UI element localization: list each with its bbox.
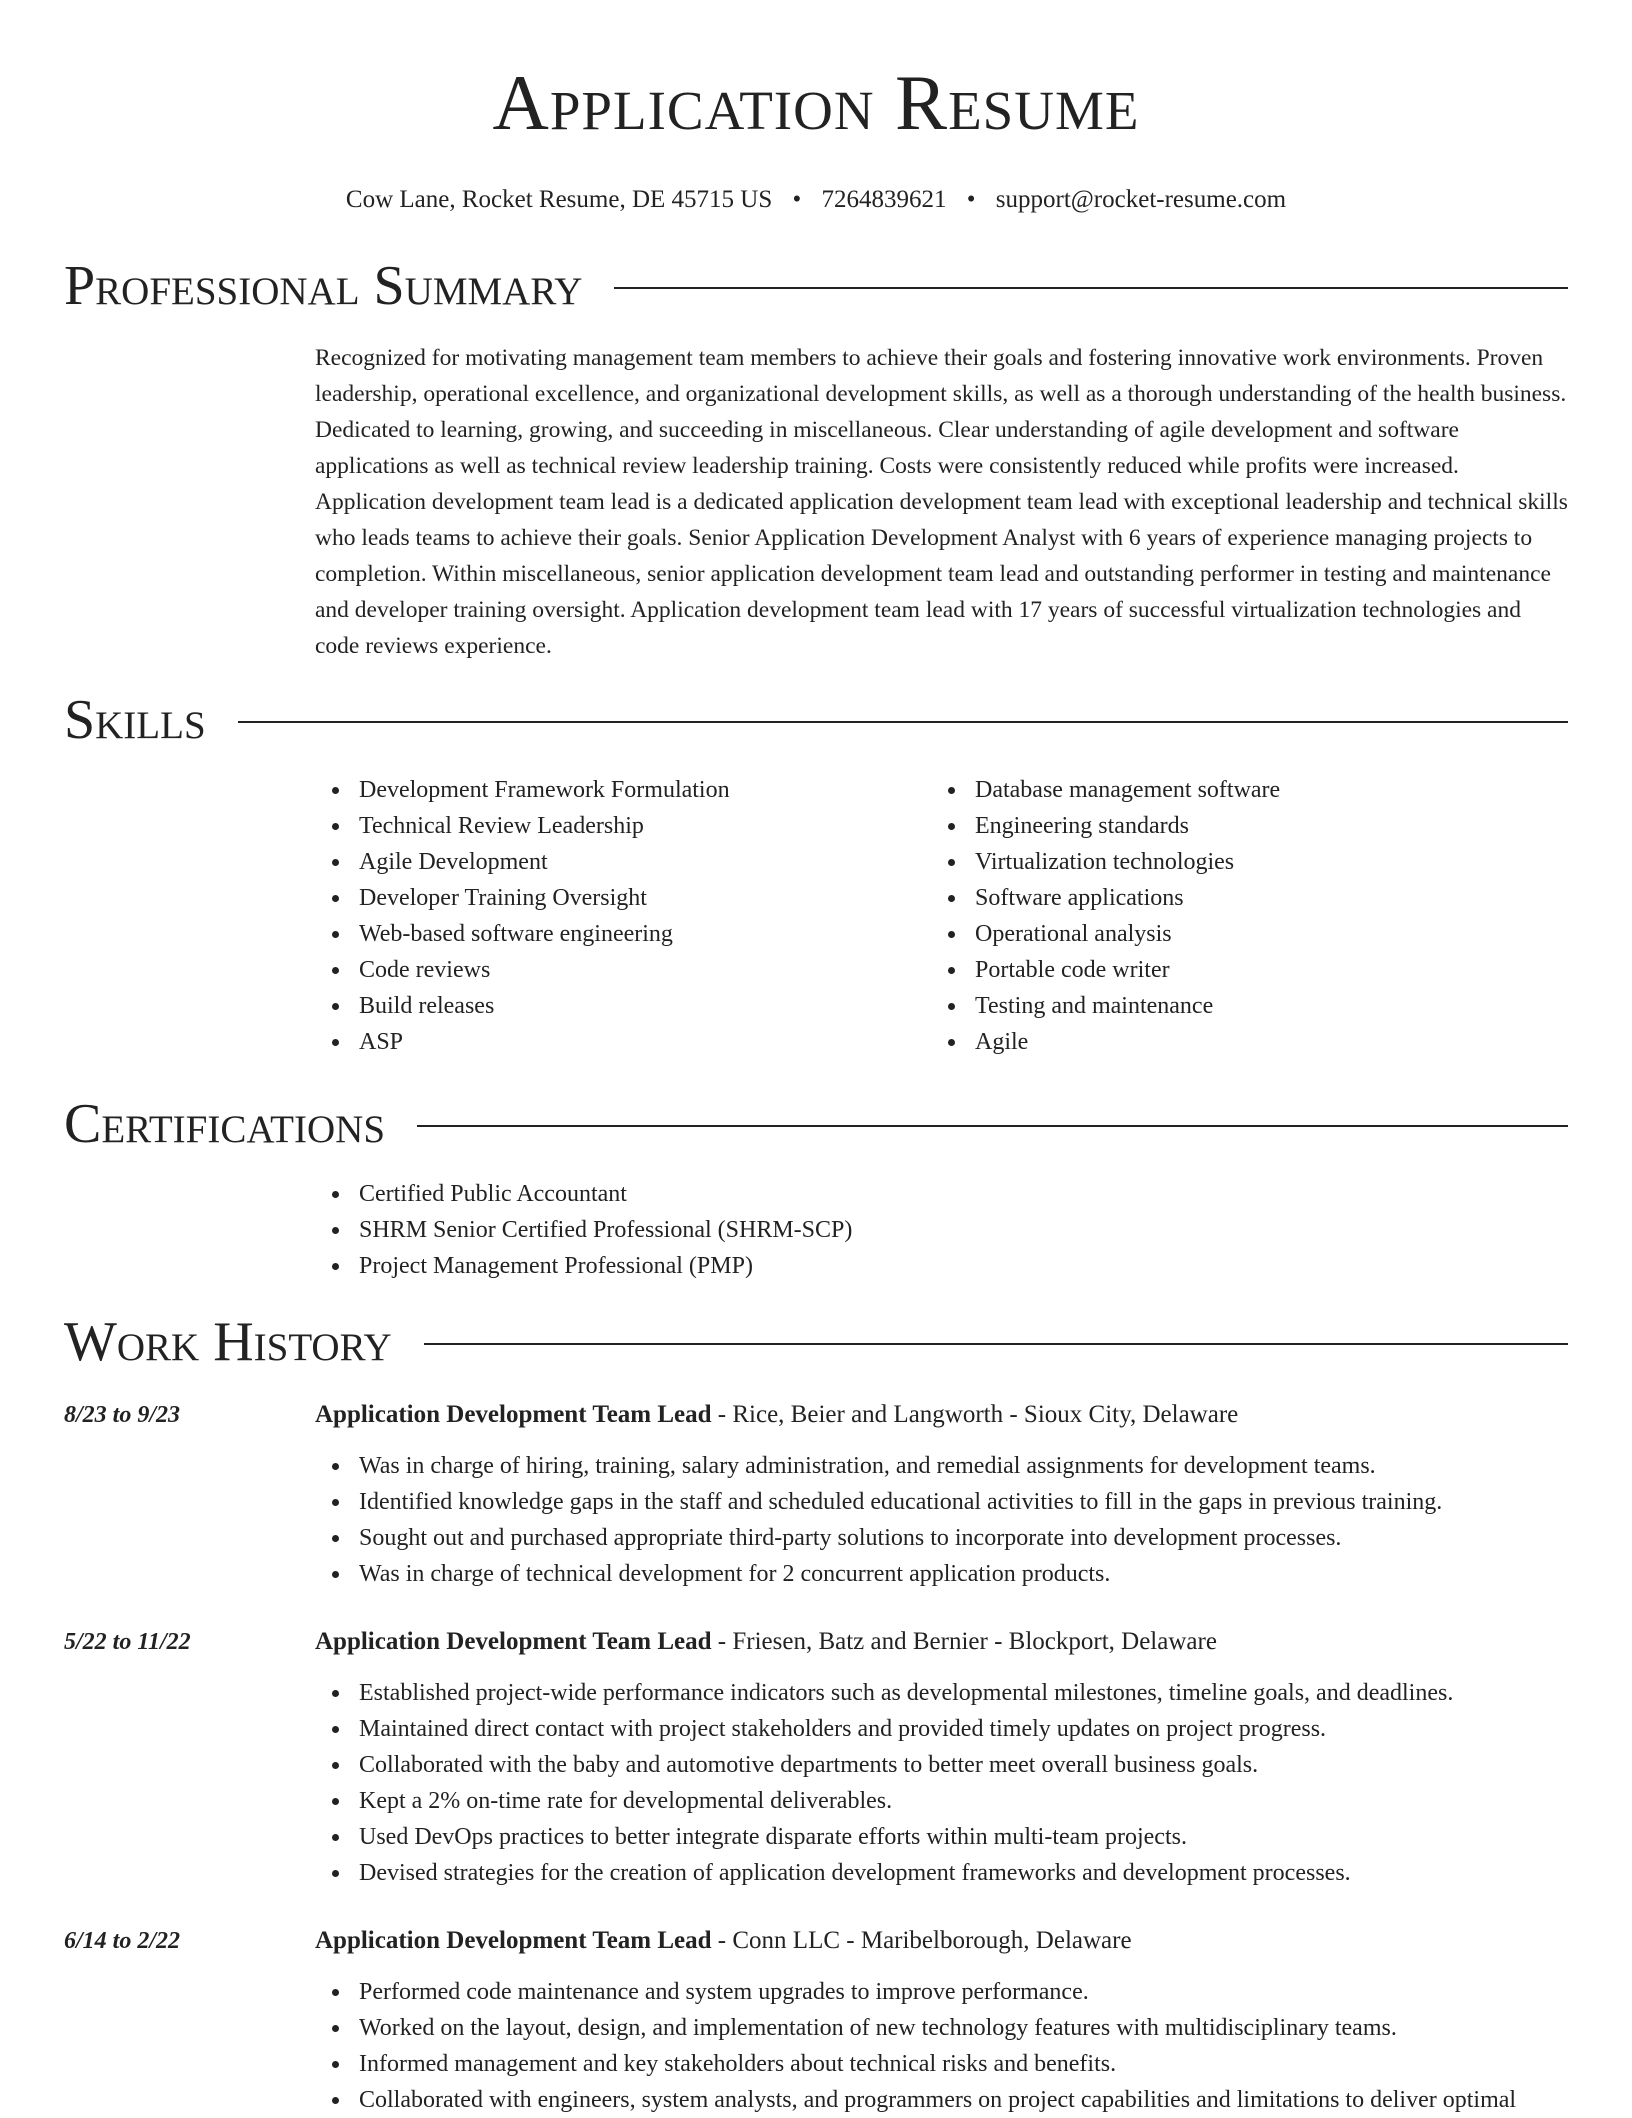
list-item: Operational analysis	[931, 916, 1547, 952]
list-item: Testing and maintenance	[931, 988, 1547, 1024]
job-dates: 6/14 to 2/22	[64, 1928, 181, 1954]
list-item: Identified knowledge gaps in the staff and scheduled educational activities to fill in the gaps in previous training.	[315, 1484, 1568, 1520]
certifications-list	[315, 1176, 1568, 1284]
skills-section-header	[64, 688, 1568, 752]
skills-list-left	[315, 772, 931, 1060]
list-item: Worked on the layout, design, and implementation of new technology features with multidisciplinary teams.	[315, 2010, 1568, 2046]
list-item: Was in charge of hiring, training, salary administration, and remedial assignments for development teams.	[315, 1448, 1568, 1484]
list-item: Software applications	[931, 880, 1547, 916]
job-body	[315, 1924, 1568, 2118]
job-dates: 8/23 to 9/23	[64, 1402, 181, 1428]
list-item: Code reviews	[315, 952, 931, 988]
separator: •	[966, 186, 976, 213]
list-item: Used DevOps practices to better integrate disparate efforts within multi-team projects.	[315, 1819, 1568, 1855]
list-item: Devised strategies for the creation of application development frameworks and development processes.	[315, 1855, 1568, 1891]
list-item: Was in charge of technical development for 2 concurrent application products.	[315, 1556, 1568, 1592]
list-item: Sought out and purchased appropriate third-party solutions to incorporate into development processes.	[315, 1520, 1568, 1556]
section-title-certifications: Certifications	[64, 1093, 386, 1155]
job-bullets	[315, 1448, 1568, 1592]
section-title-skills: Skills	[64, 689, 206, 751]
summary-text: Recognized for motivating management team members to achieve their goals and fostering innovative work environments. Proven leadership, operational excellence, and organizational development skills, as well as a thorough understanding of the health business. Dedicated to learning, growing, and succeeding in miscellaneous. Clear understanding of agile development and software applications as well as technical review leadership training. Costs were consistently reduced while profits were increased. Application development team lead is a dedicated application development team lead with exceptional leadership and technical skills who leads teams to achieve their goals. Senior Application Development Analyst with 6 years of experience managing projects to completion. Within miscellaneous, senior application development team lead and outstanding performer in testing and maintenance and developer training oversight. Application development team lead with 17 years of successful virtualization technologies and code reviews experience.	[315, 345, 1568, 659]
contact-line	[64, 184, 1568, 216]
list-item: Web-based software engineering	[315, 916, 931, 952]
job-dates: 5/22 to 11/22	[64, 1629, 191, 1655]
list-item: Developer Training Oversight	[315, 880, 931, 916]
section-title-summary: Professional Summary	[64, 255, 583, 317]
list-item: Build releases	[315, 988, 931, 1024]
address: Cow Lane, Rocket Resume, DE 45715 US	[345, 186, 773, 213]
certifications-section-header	[64, 1092, 1568, 1156]
job-body	[315, 1398, 1568, 1592]
job-body	[315, 1625, 1568, 1891]
email: support@rocket-resume.com	[995, 186, 1287, 213]
job-entry	[64, 1924, 1568, 2118]
section-title-work-history: Work History	[64, 1311, 392, 1373]
list-item: Established project-wide performance indicators such as developmental milestones, timeline goals, and deadlines.	[315, 1675, 1568, 1711]
list-item: Agile	[931, 1024, 1547, 1060]
list-item: Certified Public Accountant	[315, 1176, 1568, 1212]
job-details: - Friesen, Batz and Bernier - Blockport, Delaware	[711, 1628, 1217, 1655]
job-details: - Rice, Beier and Langworth - Sioux City, Delaware	[711, 1401, 1239, 1428]
list-item: Informed management and key stakeholders about technical risks and benefits.	[315, 2046, 1568, 2082]
list-item: ASP	[315, 1024, 931, 1060]
list-item: Kept a 2% on-time rate for developmental deliverables.	[315, 1783, 1568, 1819]
skills-list-right	[931, 772, 1547, 1060]
section-divider	[417, 1125, 1568, 1127]
section-divider	[238, 721, 1568, 723]
phone: 7264839621	[821, 186, 947, 213]
job-title: Application Development Team Lead	[315, 1401, 712, 1428]
job-entry	[64, 1625, 1568, 1891]
list-item: Collaborated with engineers, system analysts, and programmers on project capabilities and limitations to deliver optimal	[315, 2082, 1568, 2118]
job-title: Application Development Team Lead	[315, 1628, 712, 1655]
list-item: Engineering standards	[931, 808, 1547, 844]
section-divider	[614, 287, 1568, 289]
work-section-header	[64, 1310, 1568, 1374]
list-item: Virtualization technologies	[931, 844, 1547, 880]
job-title: Application Development Team Lead	[315, 1927, 712, 1954]
list-item: Development Framework Formulation	[315, 772, 931, 808]
job-title-line	[315, 1398, 1568, 1432]
summary-section-header	[64, 254, 1568, 318]
list-item: SHRM Senior Certified Professional (SHRM-SCP)	[315, 1212, 1568, 1248]
list-item: Agile Development	[315, 844, 931, 880]
list-item: Portable code writer	[931, 952, 1547, 988]
resume-name: Application Resume	[492, 59, 1140, 146]
list-item: Maintained direct contact with project stakeholders and provided timely updates on project progress.	[315, 1711, 1568, 1747]
list-item: Collaborated with the baby and automotive departments to better meet overall business goals.	[315, 1747, 1568, 1783]
job-bullets	[315, 1974, 1568, 2118]
list-item: Project Management Professional (PMP)	[315, 1248, 1568, 1284]
job-title-line	[315, 1924, 1568, 1958]
job-entry	[64, 1398, 1568, 1592]
job-details: - Conn LLC - Maribelborough, Delaware	[711, 1927, 1132, 1954]
resume-page	[64, 0, 1568, 2118]
job-title-line	[315, 1625, 1568, 1659]
list-item: Performed code maintenance and system upgrades to improve performance.	[315, 1974, 1568, 2010]
separator: •	[792, 186, 802, 213]
list-item: Database management software	[931, 772, 1547, 808]
job-bullets	[315, 1675, 1568, 1891]
list-item: Technical Review Leadership	[315, 808, 931, 844]
section-divider	[424, 1343, 1568, 1345]
skills-grid	[315, 772, 1568, 1060]
